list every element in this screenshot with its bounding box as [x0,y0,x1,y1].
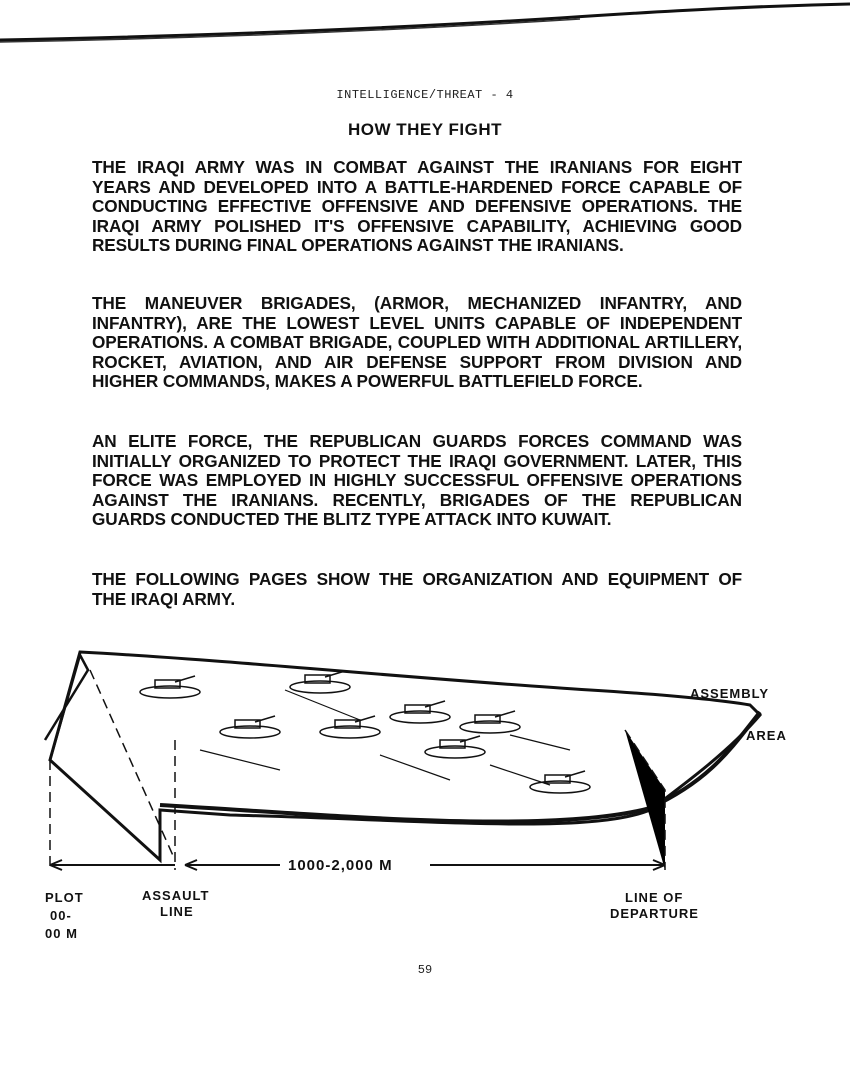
distance-label: 1000-2,000 M [288,857,393,874]
line-of-departure-label-1: LINE OF [625,890,684,905]
attack-formation-figure [30,640,820,950]
cut-off-label-2: 00- [50,908,72,923]
assembly-label-line-2: AREA [746,728,787,743]
tank-icons [140,671,590,793]
line-of-departure-label-2: DEPARTURE [610,906,699,921]
cut-off-label-3: 00 M [45,926,78,941]
assault-line-label-1: ASSAULT [142,888,210,903]
cut-off-label-1: PLOT [45,890,84,905]
paragraph-4: THE FOLLOWING PAGES SHOW THE ORGANIZATION AND EQUIPMENT OF THE IRAQI ARMY. [92,569,742,609]
paragraph-2: THE MANEUVER BRIGADES, (ARMOR, MECHANIZED INFANTRY, AND INFANTRY), ARE THE LOWEST LEVEL UNITS CAPABLE OF INDEPENDENT OPERATIONS. A COMBAT BRIGADE, COUPLED WITH ADDITIONAL ARTILLERY, ROCKET, AVIATION, AND AIR DEFENSE SUPPORT FROM DIVISION AND HIGHER COMMANDS, MAKES A POWERFUL BATTLEFIELD FORCE. [92,293,742,392]
page-number: 59 [417,963,433,977]
running-header: INTELLIGENCE/THREAT - 4 [336,88,514,102]
section-title: HOW THEY FIGHT [347,120,502,139]
assault-line-label-2: LINE [160,904,194,919]
paragraph-3: AN ELITE FORCE, THE REPUBLICAN GUARDS FORCES COMMAND WAS INITIALLY ORGANIZED TO PROTECT THE IRAQI GOVERNMENT. LATER, THIS FORCE WAS EMPLOYED IN HIGHLY SUCCESSFUL OFFENSIVE OPERATIONS AGAINST THE IRANIANS. RECENTLY, BRIGADES OF THE REPUBLICAN GUARDS CONDUCTED THE BLITZ TYPE ATTACK INTO KUWAIT. [92,431,742,530]
scan-edge-line [0,0,850,60]
paragraph-1: THE IRAQI ARMY WAS IN COMBAT AGAINST THE IRANIANS FOR EIGHT YEARS AND DEVELOPED INTO A BATTLE-HARDENED FORCE CAPABLE OF CONDUCTING EFFECTIVE OFFENSIVE AND DEFENSIVE OPERATIONS. THE IRAQI ARMY POLISHED IT'S OFFENSIVE CAPABILITY, ACHIEVING GOOD RESULTS DURING FINAL OPERATIONS AGAINST THE IRANIANS. [92,157,742,256]
assembly-label-line-1: ASSEMBLY [690,686,770,701]
